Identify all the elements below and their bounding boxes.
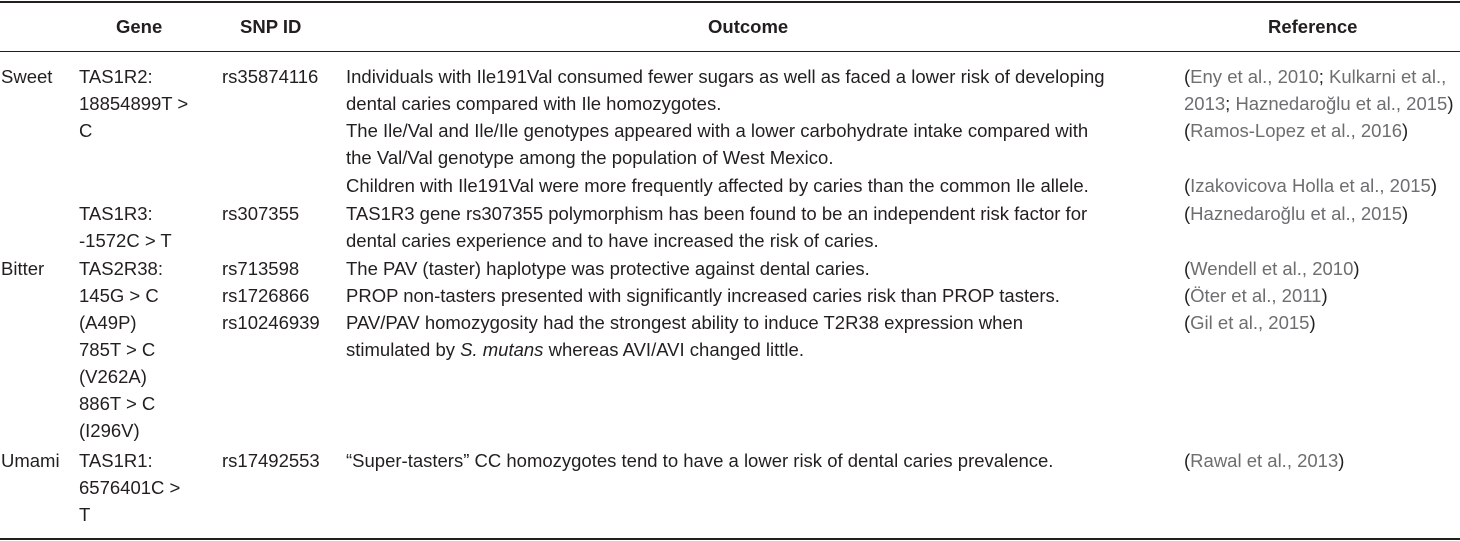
reference-punctuation: ) xyxy=(1402,120,1409,141)
reference-punctuation: ( xyxy=(1184,285,1191,306)
gene-name: C xyxy=(79,120,93,141)
snp-id: rs307355 xyxy=(222,203,300,224)
reference-punctuation: ) xyxy=(1353,258,1360,279)
reference-punctuation: ( xyxy=(1184,450,1191,471)
reference-punctuation: ) xyxy=(1430,175,1437,196)
reference-cell xyxy=(1184,309,1316,336)
gene-name: T xyxy=(79,504,91,525)
outcome-text: The Ile/Val and Ile/Ile genotypes appeared with a lower carbohydrate intake compared with xyxy=(346,120,1089,141)
taste-label: Umami xyxy=(1,450,60,471)
outcome-text xyxy=(346,336,804,363)
gene-name: 6576401C > xyxy=(79,477,181,498)
snp-id: rs10246939 xyxy=(222,312,320,333)
outcome-text: The PAV (taster) haplotype was protective against dental caries. xyxy=(346,258,870,279)
reference-cell xyxy=(1184,63,1446,90)
reference-link[interactable]: Haznedaroğlu et al., 2015 xyxy=(1235,93,1448,114)
snp-id: rs713598 xyxy=(222,258,300,279)
reference-punctuation: ( xyxy=(1184,312,1191,333)
snp-id: rs35874116 xyxy=(222,66,319,87)
reference-punctuation: ( xyxy=(1184,258,1191,279)
reference-punctuation: ) xyxy=(1321,285,1328,306)
reference-punctuation: ) xyxy=(1309,312,1316,333)
header-snp-id: SNP ID xyxy=(240,16,302,37)
species-name: S. mutans xyxy=(460,339,544,360)
reference-link[interactable]: Kulkarni et al., xyxy=(1329,66,1447,87)
reference-punctuation: ) xyxy=(1447,93,1454,114)
reference-link[interactable]: Gil et al., 2015 xyxy=(1190,312,1310,333)
gene-name: TAS2R38: xyxy=(79,258,163,279)
outcome-text-part: stimulated by xyxy=(346,339,461,360)
gene-name: -1572C > T xyxy=(79,230,172,251)
reference-punctuation: ( xyxy=(1184,203,1191,224)
outcome-text: PAV/PAV homozygosity had the strongest ability to induce T2R38 expression when xyxy=(346,312,1023,333)
reference-cell xyxy=(1184,117,1408,144)
header-rule xyxy=(0,51,1460,52)
outcome-text: TAS1R3 gene rs307355 polymorphism has been found to be an independent risk factor for xyxy=(346,203,1088,224)
gene-name: 886T > C xyxy=(79,393,156,414)
reference-punctuation: ) xyxy=(1338,450,1345,471)
header-reference: Reference xyxy=(1268,16,1358,37)
reference-link[interactable]: Öter et al., 2011 xyxy=(1190,285,1322,306)
outcome-text: the Val/Val genotype among the population of West Mexico. xyxy=(346,147,834,168)
outcome-text: “Super-tasters” CC homozygotes tend to have a lower risk of dental caries prevalence. xyxy=(346,450,1054,471)
taste-label: Sweet xyxy=(1,66,53,87)
bottom-rule xyxy=(0,538,1460,540)
reference-cell xyxy=(1184,447,1344,474)
gene-name: TAS1R1: xyxy=(79,450,153,471)
outcome-text: Individuals with Ile191Val consumed fewer sugars as well as faced a lower risk of developing xyxy=(346,66,1105,87)
gene-name: 785T > C xyxy=(79,339,156,360)
outcome-text: Children with Ile191Val were more frequently affected by caries than the common Ile allele. xyxy=(346,175,1089,196)
reference-cell xyxy=(1184,200,1408,227)
reference-cell xyxy=(1184,172,1437,199)
reference-punctuation: ( xyxy=(1184,66,1191,87)
header-outcome: Outcome xyxy=(708,16,789,37)
taste-label: Bitter xyxy=(1,258,45,279)
reference-punctuation: ( xyxy=(1184,120,1191,141)
gene-name: 145G > C xyxy=(79,285,159,306)
outcome-text-part: whereas AVI/AVI changed little. xyxy=(543,339,804,360)
reference-link[interactable]: Haznedaroğlu et al., 2015 xyxy=(1190,203,1403,224)
reference-cell xyxy=(1184,282,1328,309)
reference-punctuation: ; xyxy=(1225,93,1236,114)
reference-link[interactable]: Eny et al., 2010 xyxy=(1190,66,1319,87)
reference-link[interactable]: Wendell et al., 2010 xyxy=(1190,258,1354,279)
gene-name: (V262A) xyxy=(79,366,147,387)
snp-id: rs1726866 xyxy=(222,285,310,306)
top-rule xyxy=(0,1,1460,3)
snp-id: rs17492553 xyxy=(222,450,320,471)
gene-name: (I296V) xyxy=(79,420,140,441)
gene-name: TAS1R2: xyxy=(79,66,153,87)
reference-punctuation: ( xyxy=(1184,175,1191,196)
outcome-text: dental caries compared with Ile homozygotes. xyxy=(346,93,722,114)
reference-punctuation: ; xyxy=(1318,66,1330,87)
reference-cell xyxy=(1184,90,1453,117)
reference-link[interactable]: Izakovicova Holla et al., 2015 xyxy=(1190,175,1431,196)
outcome-text: dental caries experience and to have increased the risk of caries. xyxy=(346,230,879,251)
gene-name: (A49P) xyxy=(79,312,137,333)
gene-name: TAS1R3: xyxy=(79,203,153,224)
reference-link[interactable]: 2013 xyxy=(1184,93,1226,114)
header-gene: Gene xyxy=(116,16,163,37)
reference-punctuation: ) xyxy=(1402,203,1409,224)
reference-link[interactable]: Rawal et al., 2013 xyxy=(1190,450,1339,471)
reference-link[interactable]: Ramos-Lopez et al., 2016 xyxy=(1190,120,1403,141)
reference-cell xyxy=(1184,255,1360,282)
gene-name: 18854899T > xyxy=(79,93,189,114)
outcome-text: PROP non-tasters presented with significantly increased caries risk than PROP tasters. xyxy=(346,285,1060,306)
